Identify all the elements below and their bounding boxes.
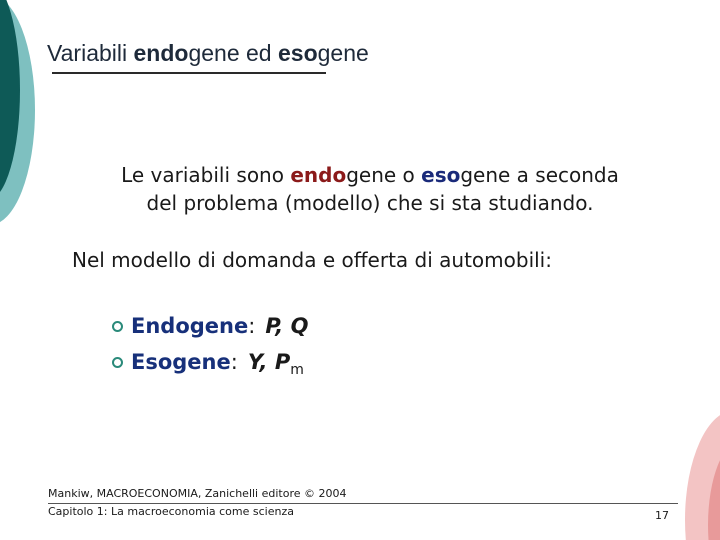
- subscript-m: m: [290, 362, 304, 379]
- definition-paragraph: [0, 161, 720, 217]
- title-text-3: gene: [317, 40, 369, 66]
- bullet-endogene: [112, 312, 472, 340]
- footer-chapter: Capitolo 1: La macroeconomia come scienza: [48, 505, 294, 518]
- bullet-variables-text: Y, P: [247, 350, 291, 374]
- title-text-2: gene ed: [188, 40, 278, 66]
- title-eso-bold: eso: [277, 40, 318, 66]
- title-underline: [52, 72, 326, 74]
- bullet-circle-icon: [112, 321, 123, 332]
- model-paragraph: Nel modello di domanda e offerta di automobili:: [72, 248, 552, 272]
- eso-highlight: eso: [421, 163, 461, 187]
- title-text-1: Variabili: [47, 40, 134, 66]
- definition-text-2: gene o: [346, 163, 422, 187]
- definition-line-2: del problema (modello) che si sta studiando.: [146, 191, 594, 215]
- bullet-colon: :: [248, 314, 256, 338]
- bullet-esogene: [112, 348, 472, 384]
- endo-highlight: endo: [290, 163, 347, 187]
- bullet-term: Esogene: [131, 350, 231, 374]
- footer-source: Mankiw, MACROECONOMIA, Zanichelli editore © 2004: [48, 487, 347, 500]
- bullet-circle-icon: [112, 357, 123, 368]
- title-endo-bold: endo: [133, 40, 189, 66]
- bullet-colon: :: [230, 350, 238, 374]
- bullet-term: Endogene: [131, 314, 249, 338]
- slide-title: [47, 40, 369, 67]
- page-number: 17: [655, 509, 669, 522]
- definition-text-3: gene a seconda: [460, 163, 619, 187]
- bullet-variables: [247, 350, 304, 379]
- bullet-variables: P, Q: [265, 314, 309, 338]
- footer-divider: [48, 503, 678, 504]
- definition-text-1: Le variabili sono: [121, 163, 291, 187]
